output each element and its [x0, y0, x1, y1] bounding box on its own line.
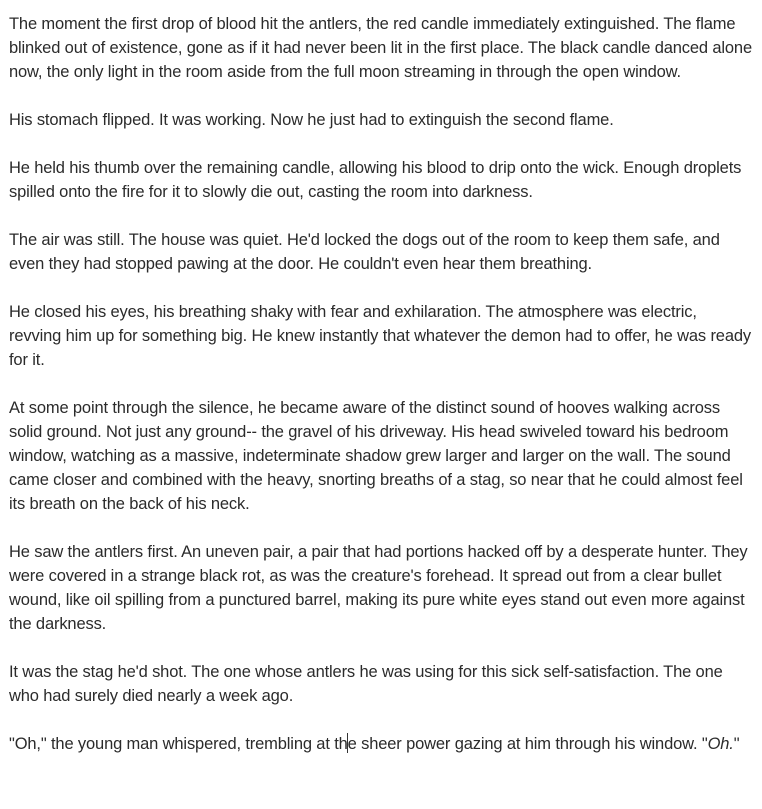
story-paragraph-9[interactable]	[9, 732, 752, 756]
story-paragraph-6: At some point through the silence, he became aware of the distinct sound of hooves walking across solid ground. Not just any ground-- the gravel of his driveway. His head swiveled toward his bedroom window, watching as a massive, indeterminate shadow grew larger and larger on the wall. The sound came closer and combined with the heavy, snorting breaths of a stag, so near that he could almost feel its breath on the back of his neck.	[9, 399, 743, 513]
story-paragraph-4: The air was still. The house was quiet. He'd locked the dogs out of the room to keep them safe, and even they had stopped pawing at the door. He couldn't even hear them breathing.	[9, 231, 720, 273]
final-text-after-caret: e sheer power gazing at him through his window. "	[347, 735, 708, 753]
story-paragraph-2: His stomach flipped. It was working. Now he just had to extinguish the second flame.	[9, 111, 614, 129]
story-paragraph-8: It was the stag he'd shot. The one whose antlers he was using for this sick self-satisfaction. The one who had surely died nearly a week ago.	[9, 663, 723, 705]
final-text-before-caret: "Oh," the young man whispered, trembling at th	[9, 735, 348, 753]
final-closing-quote: "	[733, 735, 740, 753]
story-paragraph-5: He closed his eyes, his breathing shaky with fear and exhilaration. The atmosphere was electric, revving him up for something big. He knew instantly that whatever the demon had to offer, he was ready for it.	[9, 303, 751, 369]
story-paragraph-7: He saw the antlers first. An uneven pair, a pair that had portions hacked off by a desperate hunter. They were covered in a strange black rot, as was the creature's forehead. It spread out from a clear bullet wound, like oil spilling from a punctured barrel, making its pure white eyes stand out even more against the darkness.	[9, 543, 748, 633]
final-emphasis: Oh.	[707, 735, 734, 753]
story-paragraph-1: The moment the first drop of blood hit the antlers, the red candle immediately extinguished. The flame blinked out of existence, gone as if it had never been lit in the first place. The black candle danced alone now, the only light in the room aside from the full moon streaming in through the open window.	[9, 15, 752, 81]
story-paragraph-3: He held his thumb over the remaining candle, allowing his blood to drip onto the wick. Enough droplets spilled onto the fire for it to slowly die out, casting the room into darkness.	[9, 159, 742, 201]
